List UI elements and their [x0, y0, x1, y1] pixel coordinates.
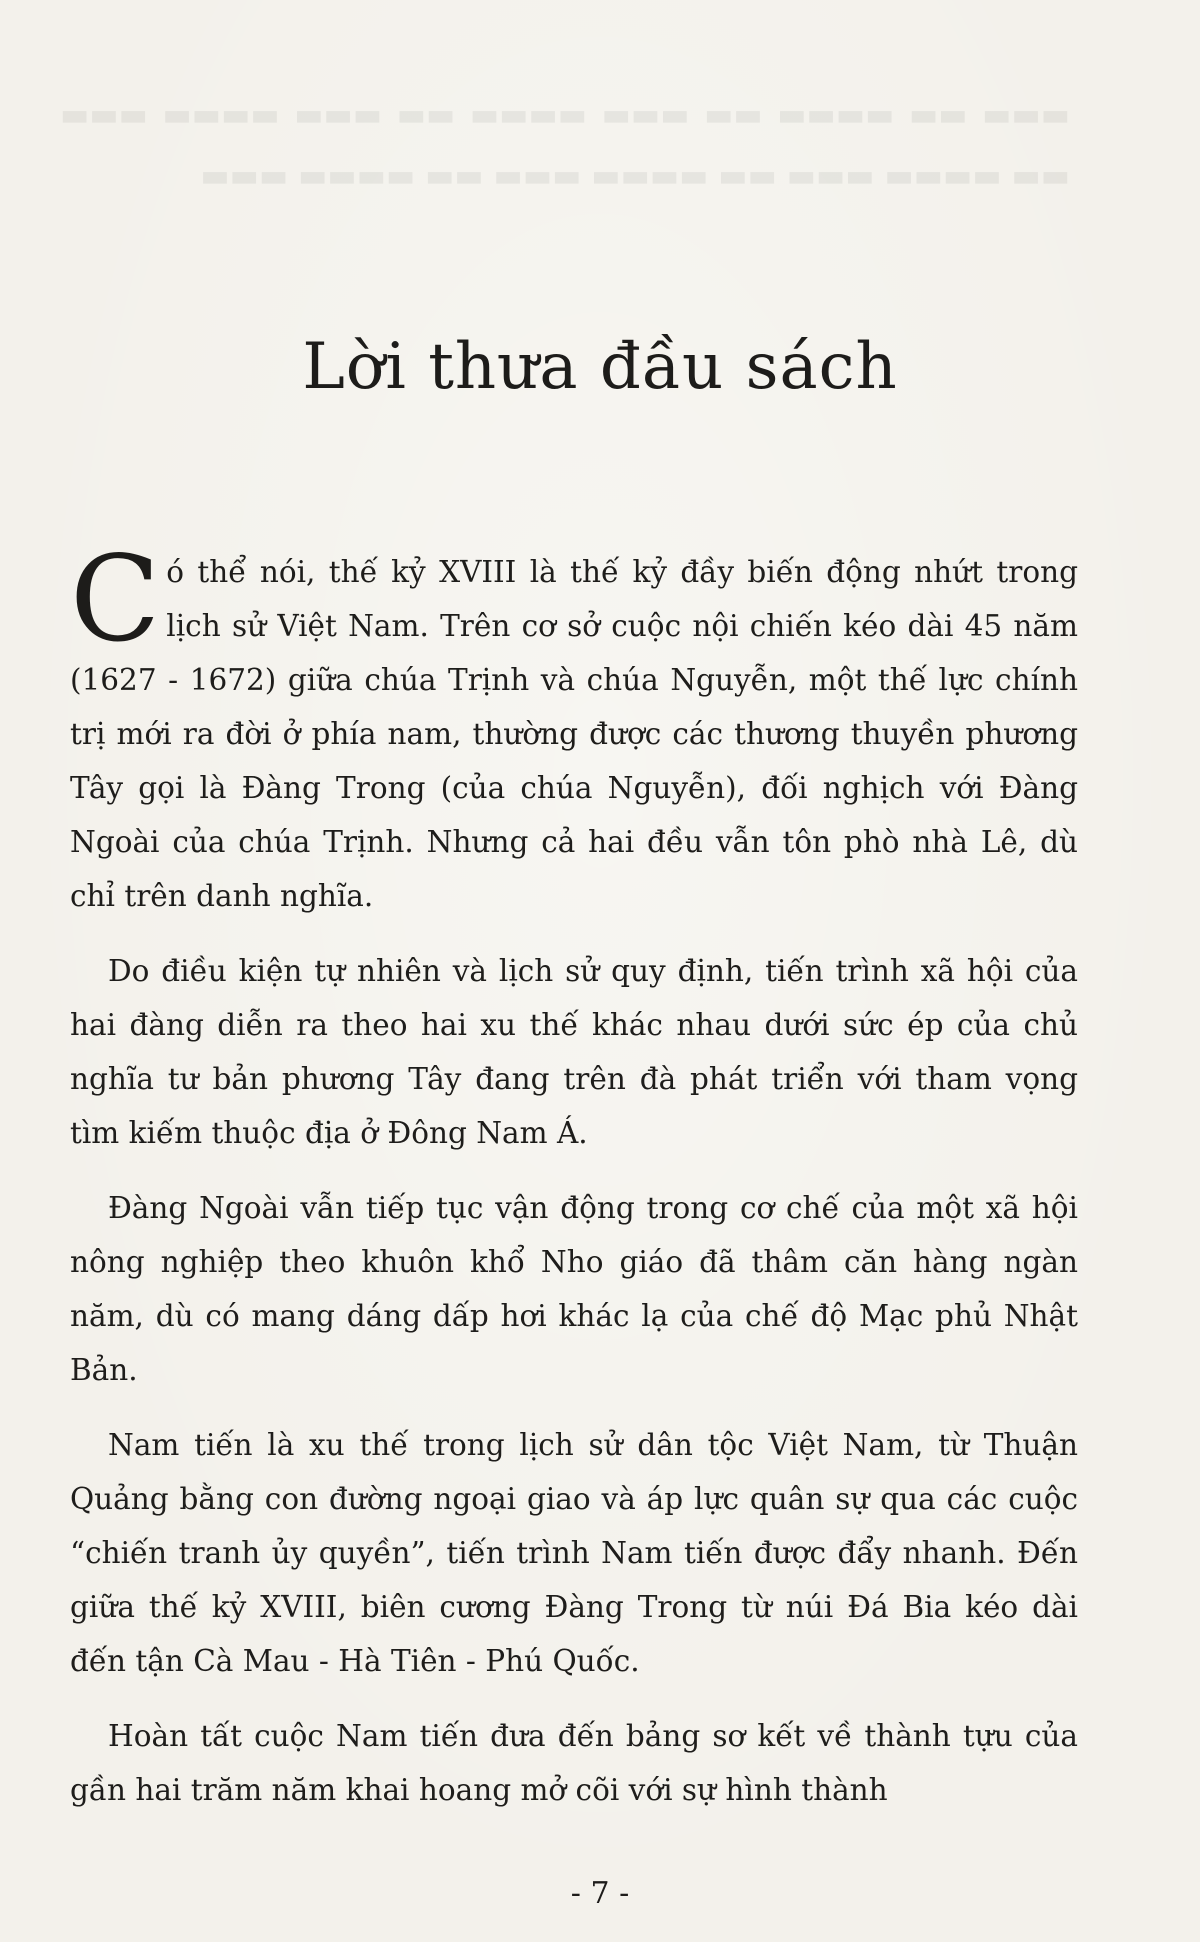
bleed-through-texture: ▬▬▬ ▬▬ ▬▬▬▬ ▬▬ ▬▬▬ ▬▬▬▬ ▬▬ ▬▬▬ ▬▬▬▬ ▬▬▬ ▬▬ ▬▬▬▬ ▬▬▬ ▬▬ ▬▬▬▬ ▬▬▬ ▬▬ ▬▬▬▬ ▬▬▬: [60, 97, 1070, 194]
drop-cap: C: [70, 530, 161, 668]
paragraph-1: [70, 530, 1078, 923]
paragraph-4: Nam tiến là xu thế trong lịch sử dân tộc Việt Nam, từ Thuận Quảng bằng con đường ngoại giao và áp lực quân sự qua các cuộc “chiến tranh ủy quyền”, tiến trình Nam tiến được đẩy nhanh. Đến giữa thế kỷ XVIII, biên cương Đàng Trong từ núi Đá Bia kéo dài đến tận Cà Mau - Hà Tiên - Phú Quốc.: [70, 1428, 1078, 1678]
page-number: - 7 -: [570, 1876, 630, 1911]
paragraph-2: Do điều kiện tự nhiên và lịch sử quy định, tiến trình xã hội của hai đàng diễn ra theo hai xu thế khác nhau dưới sức ép của chủ nghĩa tư bản phương Tây đang trên đà phát triển với tham vọng tìm kiếm thuộc địa ở Đông Nam Á.: [70, 954, 1078, 1150]
paragraph-5: Hoàn tất cuộc Nam tiến đưa đến bảng sơ kết về thành tựu của gần hai trăm năm khai hoang mở cõi với sự hình thành: [70, 1719, 1078, 1807]
body-text: [70, 530, 1078, 1838]
paragraph-3: Đàng Ngoài vẫn tiếp tục vận động trong cơ chế của một xã hội nông nghiệp theo khuôn khổ Nho giáo đã thâm căn hàng ngàn năm, dù có mang dáng dấp hơi khác lạ của chế độ Mạc phủ Nhật Bản.: [70, 1191, 1078, 1387]
paragraph-1-text: ó thể nói, thế kỷ XVIII là thế kỷ đầy biến động nhứt trong lịch sử Việt Nam. Trên cơ sở cuộc nội chiến kéo dài 45 năm (1627 - 1672) giữa chúa Trịnh và chúa Nguyễn, một thế lực chính trị mới ra đời ở phía nam, thường được các thương thuyền phương Tây gọi là Đàng Trong (của chúa Nguyễn), đối nghịch với Đàng Ngoài của chúa Trịnh. Nhưng cả hai đều vẫn tôn phò nhà Lê, dù chỉ trên danh nghĩa.: [70, 555, 1078, 913]
chapter-title: Lời thưa đầu sách: [302, 330, 898, 404]
